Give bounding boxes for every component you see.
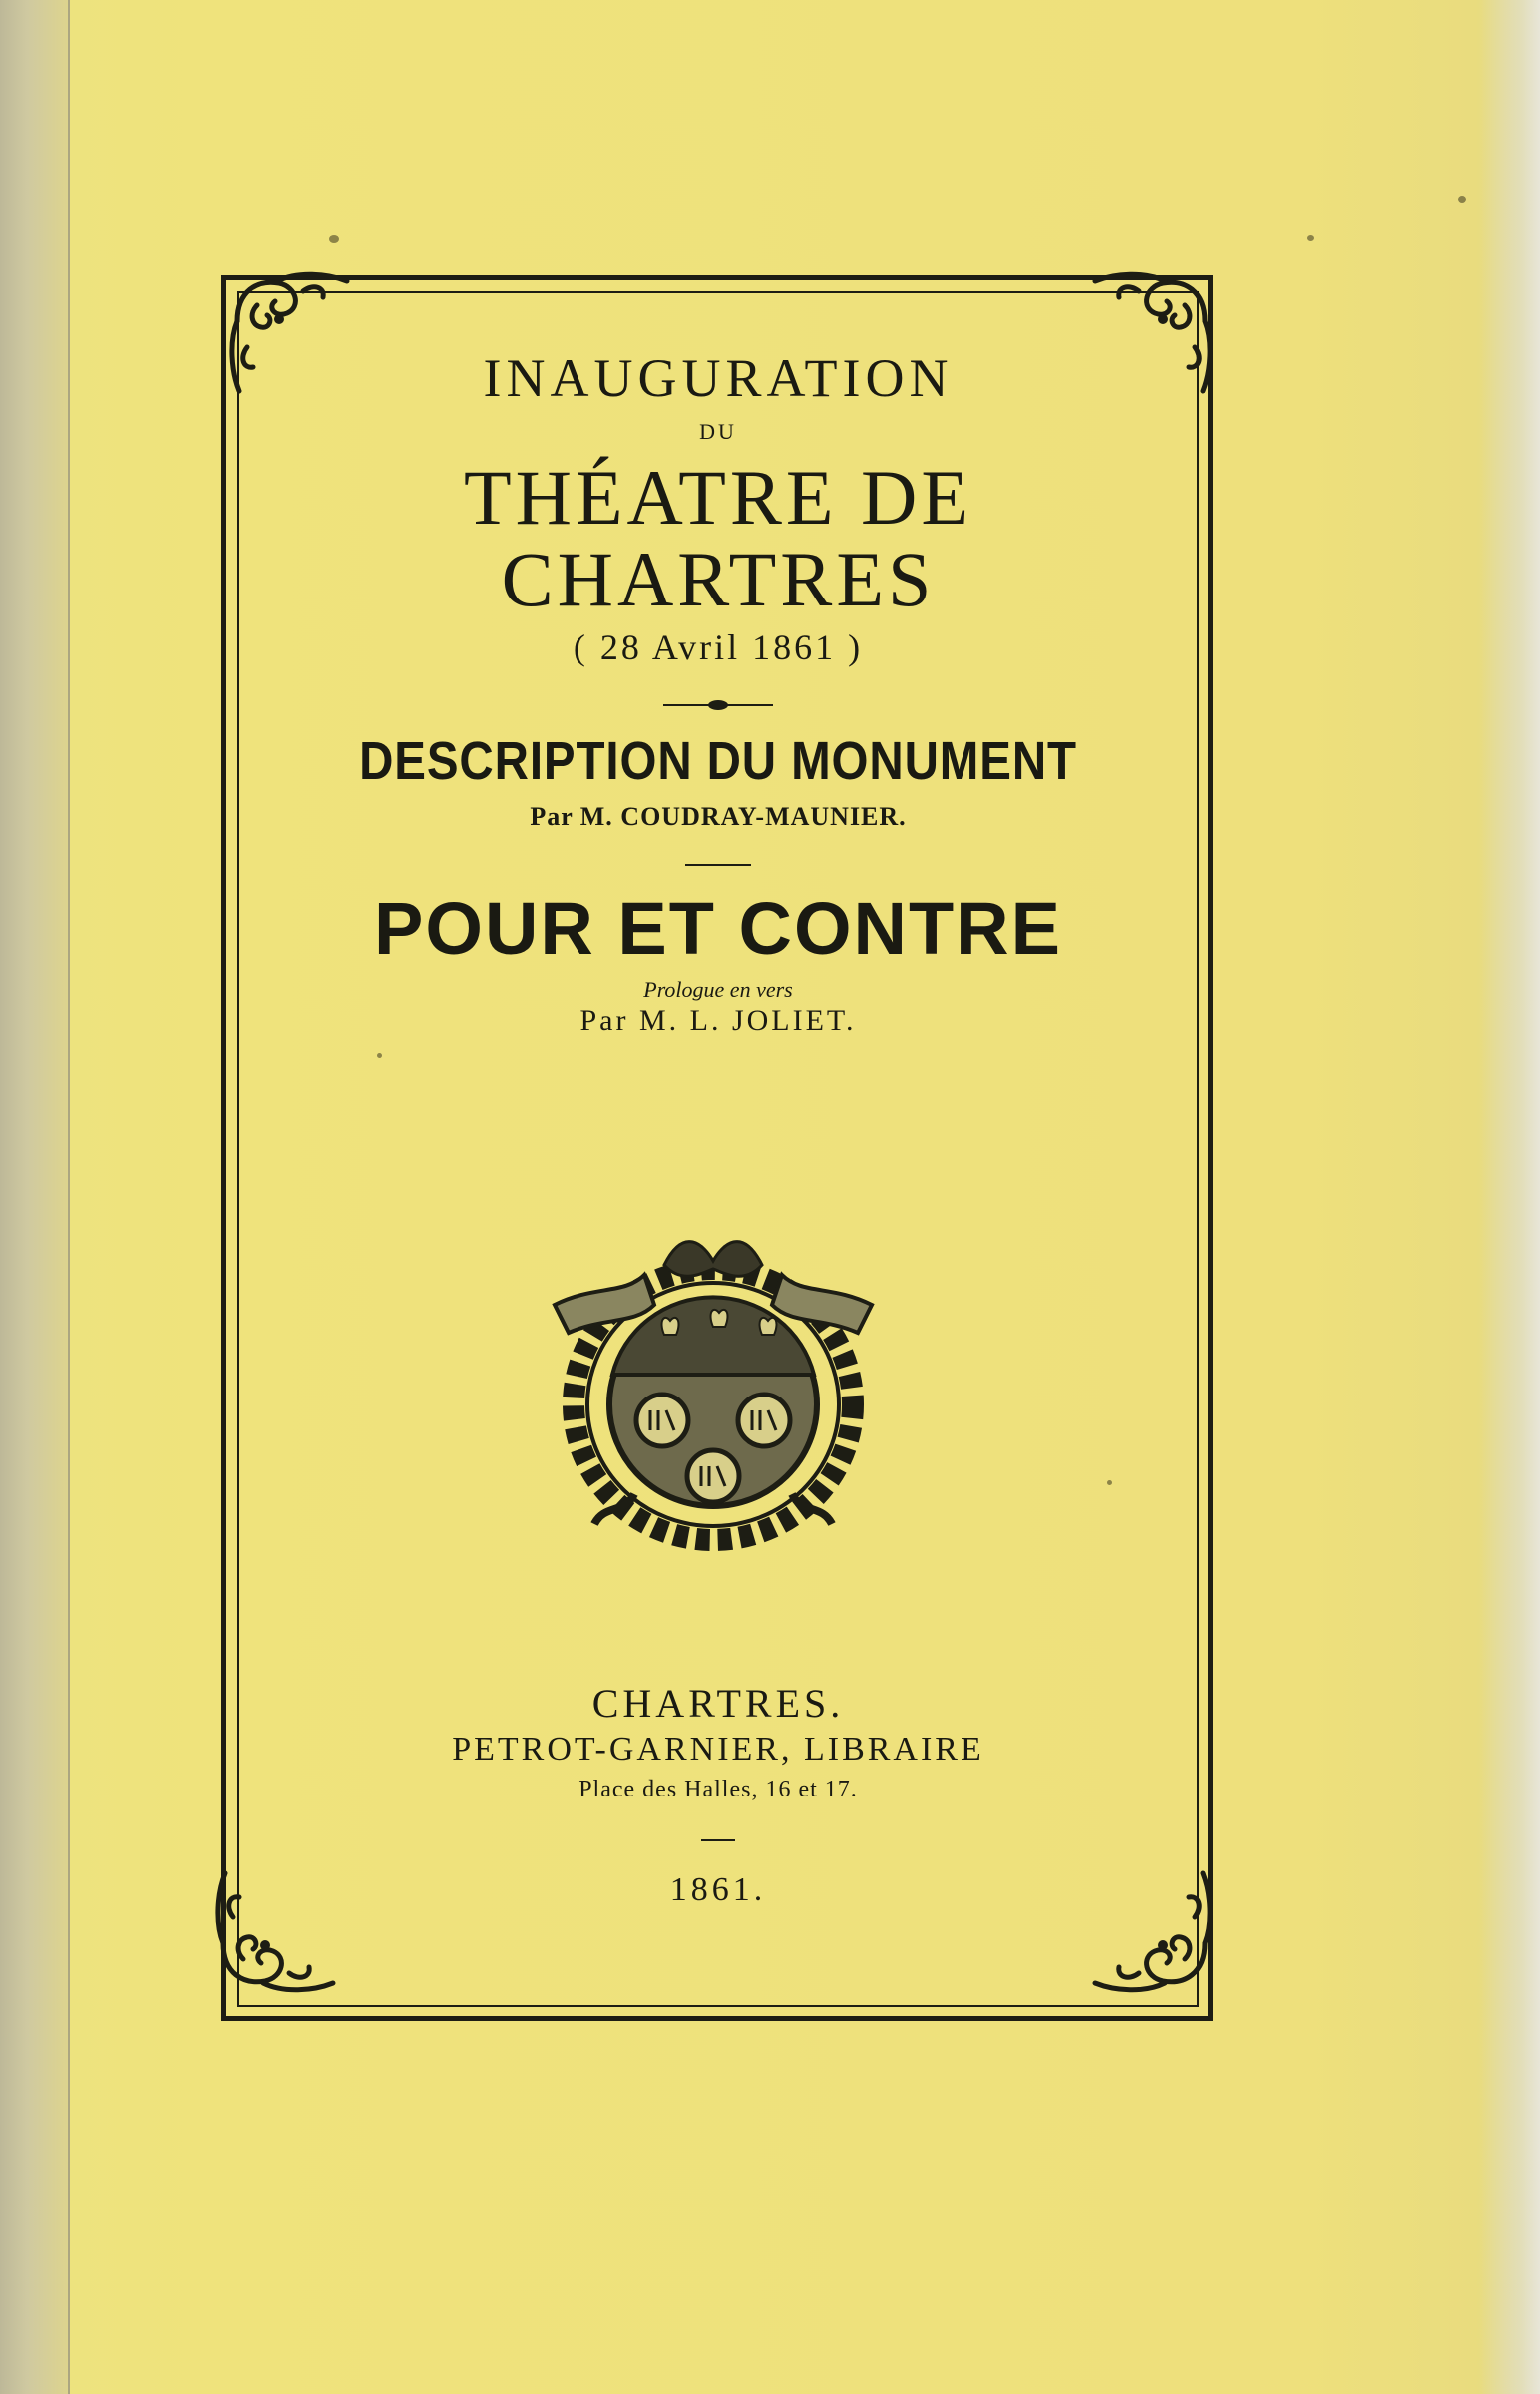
inauguration-date: ( 28 Avril 1861 ) <box>573 626 864 667</box>
imprint-city: CHARTRES. <box>591 1681 845 1726</box>
foxing-speck <box>1307 235 1314 241</box>
coat-of-arms-icon <box>535 1225 892 1562</box>
heading-du: DU <box>699 419 737 444</box>
title-block <box>249 339 1187 1038</box>
description-title: DESCRIPTION DU MONUMENT <box>359 730 1077 791</box>
spine-edge <box>0 0 70 2394</box>
page-edge <box>1480 0 1540 2394</box>
imprint-block <box>249 1680 1187 1909</box>
foxing-speck <box>329 235 339 243</box>
imprint-year: 1861. <box>669 1871 767 1908</box>
work-author: Par M. L. JOLIET. <box>579 1003 857 1037</box>
ornamental-rule-icon <box>663 698 773 712</box>
description-author: Par M. COUDRAY-MAUNIER. <box>530 801 907 831</box>
heading-inauguration: INAUGURATION <box>483 348 954 408</box>
imprint-address: Place des Halles, 16 et 17. <box>578 1777 858 1802</box>
foxing-speck <box>1458 196 1466 203</box>
work-subtitle: Prologue en vers <box>643 976 793 1001</box>
heading-theatre: THÉATRE DE CHARTRES <box>463 454 973 622</box>
divider-rule <box>685 864 751 866</box>
imprint-publisher: PETROT-GARNIER, LIBRAIRE <box>452 1731 984 1768</box>
work-title: POUR ET CONTRE <box>374 886 1062 970</box>
divider-rule <box>701 1839 735 1841</box>
